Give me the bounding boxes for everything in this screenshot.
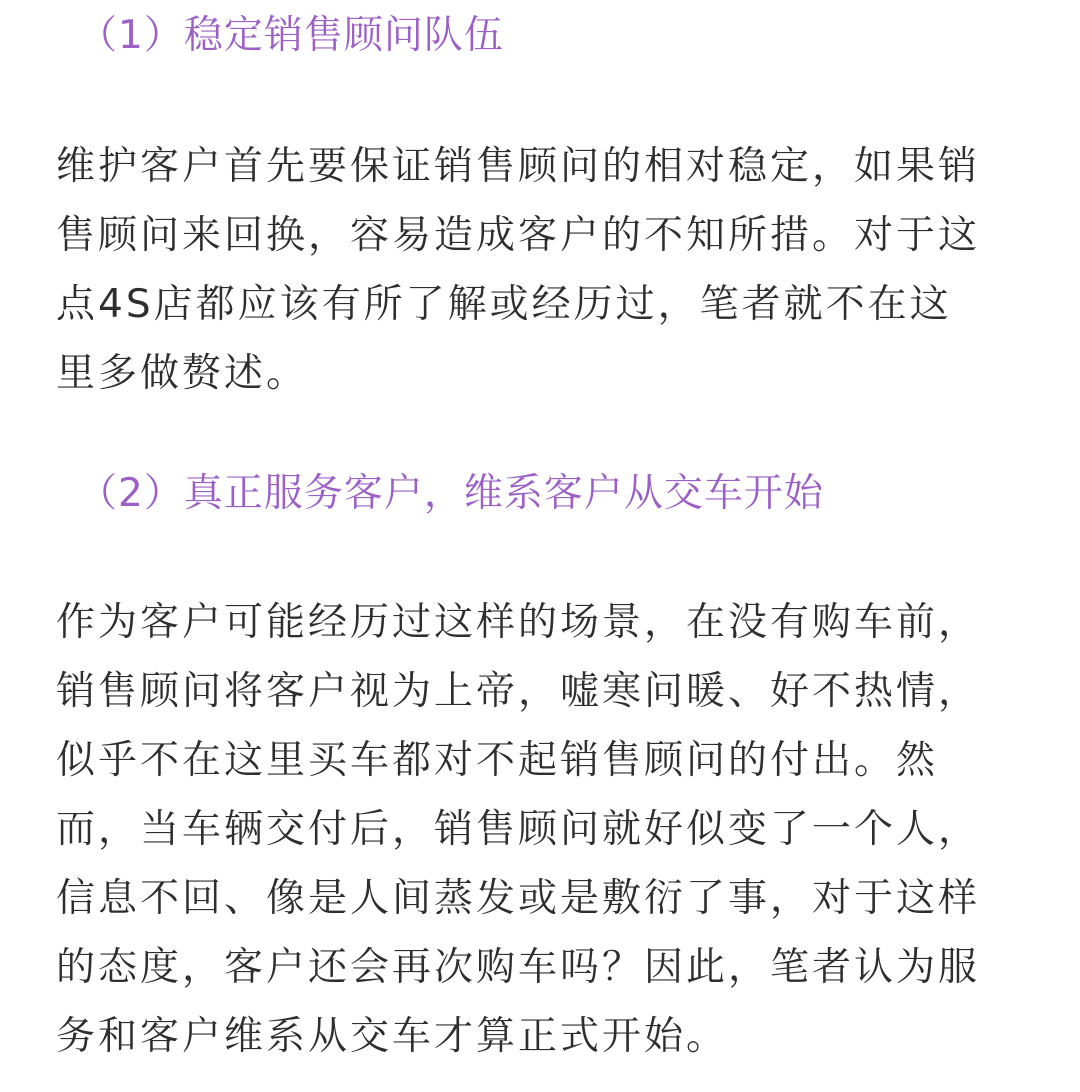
paragraph-line: 售顾问来回换，容易造成客户的不知所措。对于这 [56,213,981,258]
paragraph-line: 务和客户维系从交车才算正式开始。 [56,1014,729,1059]
paragraph-line: 里多做赘述。 [56,351,309,396]
paragraph-line: 的态度，客户还会再次购车吗？因此，笔者认为服 [56,945,981,990]
section-heading-2: （2）真正服务客户，维系客户从交车开始 [78,471,824,516]
paragraph-line: 维护客户首先要保证销售顾问的相对稳定，如果销 [56,144,981,189]
section-paragraph-1 [56,132,1026,408]
paragraph-line: 作为客户可能经历过这样的场景，在没有购车前， [56,600,981,645]
paragraph-line: 似乎不在这里买车都对不起销售顾问的付出。然 [56,738,939,783]
paragraph-line: 销售顾问将客户视为上帝，嘘寒问暖、好不热情， [56,669,981,714]
paragraph-line: 而，当车辆交付后，销售顾问就好似变了一个人， [56,807,981,852]
section-heading-1: （1）稳定销售顾问队伍 [78,13,504,58]
section-paragraph-2 [56,588,1026,1071]
paragraph-line: 信息不回、像是人间蒸发或是敷衍了事，对于这样 [56,876,981,921]
paragraph-line: 点4S店都应该有所了解或经历过，笔者就不在这 [56,282,952,327]
